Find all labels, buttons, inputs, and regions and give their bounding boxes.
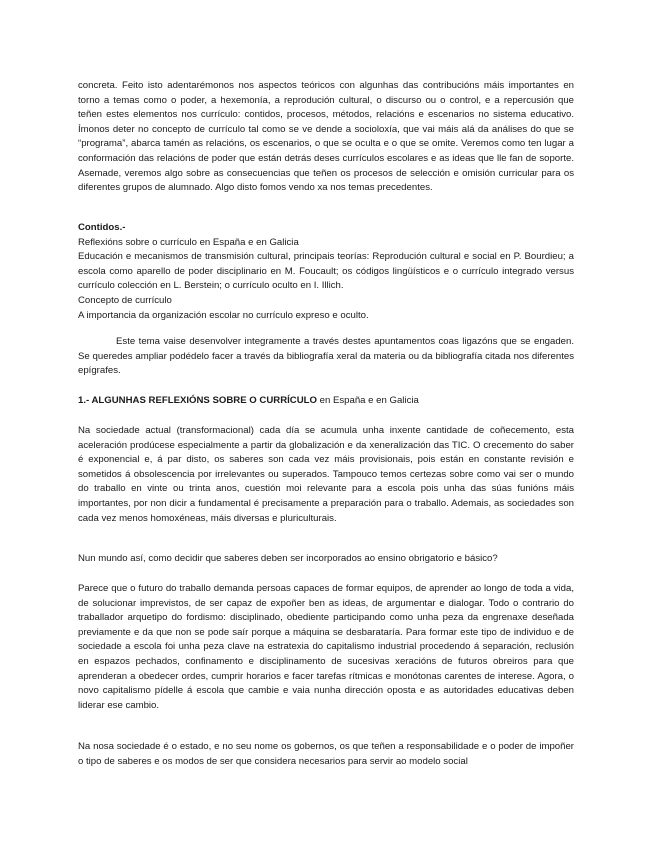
contents-title: Contidos.- xyxy=(78,222,126,233)
contents-item: Reflexións sobre o currículo en España e en Galicia xyxy=(78,236,299,248)
study-note-paragraph: Este tema vaise desenvolver integramente a través destes apuntamentos coas ligazóns que se engaden. Se queredes ampliar podédelo facer a través da bibliografía xeral da materia ou da bibliografía citada nos diferentes epígrafes. xyxy=(78,336,574,377)
contents-item: A importancia da organización escolar no currículo expreso e oculto. xyxy=(78,309,369,321)
section-heading-bold: 1.- ALGUNHAS REFLEXIÓNS SOBRE O CURRÍCULO xyxy=(78,395,317,406)
contents-item: Concepto de currículo xyxy=(78,294,172,306)
section-heading-rest: en España e en Galicia xyxy=(316,395,419,406)
body-paragraph: Na nosa sociedade é o estado, e no seu nome os gobernos, os que teñen a responsabilidade e o poder de impoñer o tipo de saberes e os modos de ser que considera necesarios para servir ao modelo social xyxy=(78,741,574,767)
body-paragraph: Parece que o futuro do traballo demanda persoas capaces de formar equipos, de aprender ao longo de toda a vida, de solucionar imprevistos, de ser capaz de expoñer ben as ideas, de argumentar e dialogar. Todo o contrario do traballador arquetipo do fordismo: disciplinado, obediente participando como unha peza da engrenaxe deseñada previamente e da que non se pode saír porque a máquina se desbarataría. Para formar este tipo de individuo e de sociedade a escola foi unha peza clave na estratexia do capitalismo industrial procedendo á separación, reclusión en espazos pechados, confinamento e disciplinamento de sucesivas xeracións de futuros obreiros para que aprenderan a obedecer ordes, cumprir horarios e facer tarefas rítmicas e monótonas carentes de interese. Agora, o novo capitalismo pídelle á escola que cambie e vaia nunha dirección oposta e as autoridades educativas deben liderar ese cambio. xyxy=(78,583,574,711)
intro-paragraph: concreta. Feito isto adentarémonos nos aspectos teóricos con algunhas das contribucións máis importantes en torno a temas como o poder, a hexemonía, a reprodución cultural, o discurso ou o control, e a repercusión que teñen estes elementos nos currículo: contidos, procesos, métodos, relacións e escenarios no sistema educativo. Ímonos deter no concepto de currículo tal como se ve dende a socioloxía, que vai máis alá da análises do que se “programa”, abarca tamén as relacións, os escenarios, o que se oculta e o que se omite. Veremos como ten lugar a conformación das relacións de poder que están detrás deses currículos escolares e as ideas que lle fan de soporte. Asemade, veremos algo sobre as consecuencias que teñen os procesos de selección e omisión curricular para os diferentes grupos de alumnado. Algo disto fomos vendo xa nos temas precedentes. xyxy=(78,80,574,194)
body-paragraph: Nun mundo así, como decidir que saberes deben ser incorporados ao ensino obrigatorio e básico? xyxy=(78,553,498,564)
contents-section xyxy=(78,221,574,323)
section-heading xyxy=(78,394,574,409)
body-paragraph: Na sociedade actual (transformacional) cada día se acumula unha inxente cantidade de coñecemento, esta aceleración prodúcese especialmente a partir da globalización e da xeneralización das TIC. O crecemento do saber é exponencial e, á par disto, os saberes son cada vez máis provisionais, pois están en constante revisión e sometidos á obsolescencia por irrelevantes ou superados. Tampouco temos certezas sobre como vai ser o mundo do traballo en vinte ou trinta anos, cuestión moi relevante para a escola pois unha das súas funións máis importantes, por non dicir a fundamental é precisamente a preparación para o traballo. Ademais, as sociedades son cada vez menos homoxéneas, máis diversas e pluriculturais. xyxy=(78,425,574,524)
contents-item: Educación e mecanismos de transmisión cultural, principais teorías: Reprodución cultural e social en P. Bourdieu; a escola como aparello de poder disciplinario en M. Foucault; os códigos lingüísticos e o currículo integrado versus currículo colección en L. Berstein; o currículo oculto en I. Illich. xyxy=(78,251,574,292)
